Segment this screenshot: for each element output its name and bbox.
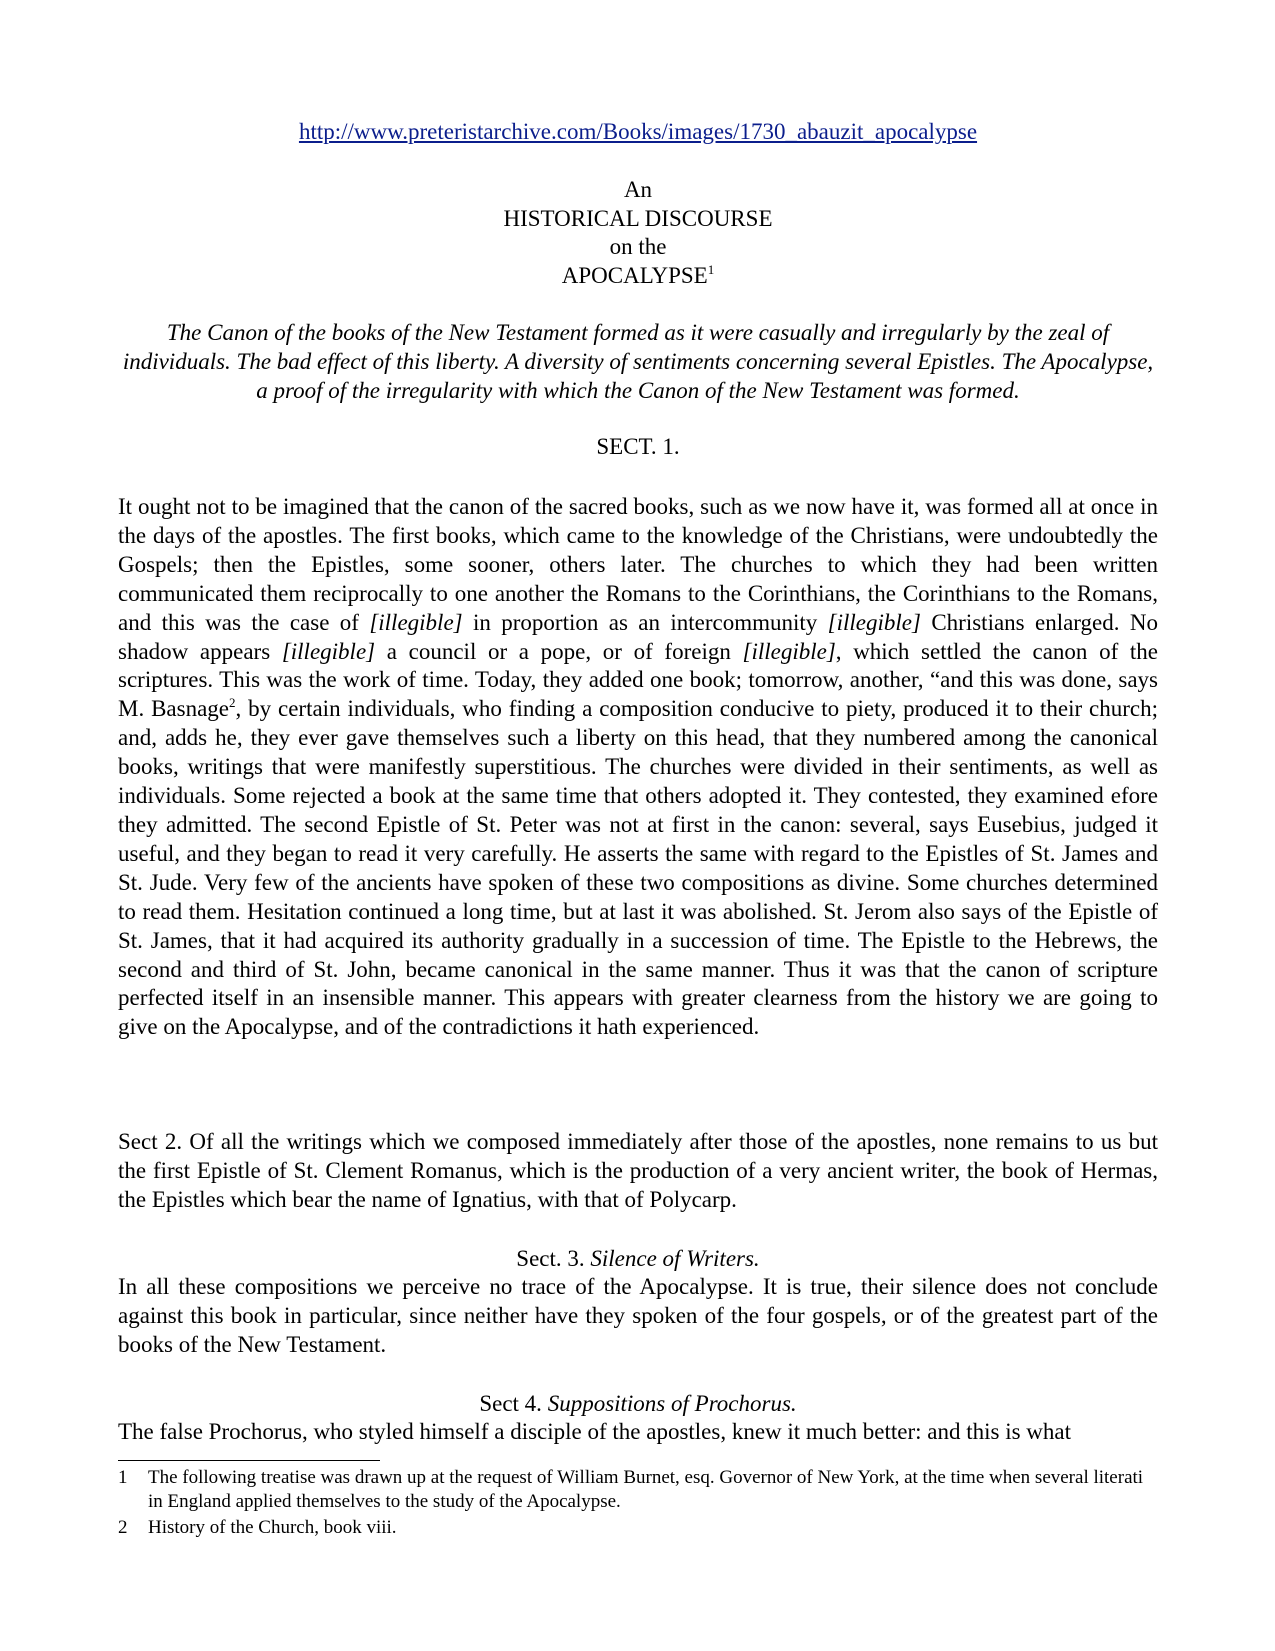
- illegible-marker: [illegible]: [742, 638, 836, 664]
- title-line-an: An: [623, 177, 653, 202]
- section-4-heading-number: Sect 4.: [479, 1391, 548, 1416]
- footnotes: [118, 1466, 1158, 1540]
- footnote-text: The following treatise was drawn up at the request of William Burnet, esq. Governor of New York, at the time when several literati in England applied themselves to the study of the Apocalypse.: [148, 1467, 1144, 1512]
- footnote-item: [118, 1516, 1158, 1540]
- section-4-heading-title: Suppositions of Prochorus.: [547, 1391, 797, 1416]
- footnote-separator: [118, 1460, 380, 1461]
- footnote-item: [118, 1466, 1158, 1514]
- footnote-ref-2: 2: [229, 695, 236, 711]
- summary-abstract: The Canon of the books of the New Testament formed as it were casually and irregularly by the zeal of individuals. The bad effect of this liberty. A diversity of sentiments concerning several Epistles. The Apocalypse, a proof of the irregularity with which the Canon of the New Testament was formed.: [122, 320, 1154, 403]
- title-apocalypse-text: APOCALYPSE: [561, 262, 708, 288]
- p1-text-f: , by certain individuals, who finding a composition conducive to piety, produced it to their church; and, adds he, they ever gave themselves such a liberty on this head, that they numbered among the canonical books, writings that were manifestly superstitious. The churches were divided in their sentiments, as well as individuals. Some rejected a book at the same time that others adopted it. They contested, they examined efore they admitted. The second Epistle of St. Peter was not at first in the canon: several, says Eusebius, judged it useful, and they began to read it very carefully. He asserts the same with regard to the Epistles of St. James and St. Jude. Very few of the ancients have spoken of these two compositions as divine. Some churches determined to read them. Hesitation continued a long time, but at last it was abolished. St. Jerom also says of the Epistle of St. James, that it had acquired its authority gradually in a succession of time. The Epistle to the Hebrews, the second and third of St. John, became canonical in the same manner. Thus it was that the canon of scripture perfected itself in an insensible manner. This appears with greater clearness from the history we are going to give on the Apocalypse, and of the contradictions it hath experienced.: [118, 696, 1158, 1040]
- title-line-on-the: on the: [609, 234, 667, 259]
- p1-text-b: in proportion as an intercommunity: [462, 609, 828, 635]
- footnote-number: 1: [118, 1467, 128, 1488]
- illegible-marker: [illegible]: [827, 609, 921, 635]
- source-url-link[interactable]: http://www.preteristarchive.com/Books/images/1730_abauzit_apocalypse: [298, 119, 978, 144]
- p1-text-e: , which settled the canon of the scriptures. This was the work of time. Today, they added one book; tomorrow, another, “and this was done, says M. Basnage: [118, 638, 1158, 722]
- footnote-number: 2: [118, 1517, 128, 1538]
- section-4-paragraph: The false Prochorus, who styled himself a disciple of the apostles, knew it much better: and this is what: [118, 1419, 1072, 1444]
- p1-text-c: Christians enlarged. No shadow appears: [118, 609, 1158, 664]
- footnote-text: History of the Church, book viii.: [148, 1517, 397, 1538]
- document-title: [118, 176, 1158, 290]
- section-1-heading: SECT. 1.: [596, 434, 680, 459]
- footnote-ref-1: 1: [707, 261, 715, 277]
- title-line-apocalypse: [118, 262, 1158, 291]
- section-3-heading: [118, 1244, 1158, 1273]
- p1-text-d: a council or a pope, or of foreign: [375, 638, 743, 664]
- section-3-heading-number: Sect. 3.: [516, 1246, 591, 1271]
- section-2-paragraph: Sect 2. Of all the writings which we composed immediately after those of the apostles, none remains to us but the first Epistle of St. Clement Romanus, which is the production of a very ancient writer, the book of Hermas, the Epistles which bear the name of Ignatius, with that of Polycarp.: [118, 1129, 1158, 1212]
- section-1-paragraph: [118, 493, 1158, 1042]
- section-4-heading: [118, 1389, 1158, 1418]
- illegible-marker: [illegible]: [369, 609, 463, 635]
- source-url: [118, 118, 1158, 146]
- section-3-heading-title: Silence of Writers.: [590, 1246, 760, 1271]
- p1-text-a: It ought not to be imagined that the canon of the sacred books, such as we now have it, was formed all at once in the days of the apostles. The first books, which came to the knowledge of the Christians, were undoubtedly the Gospels; then the Epistles, some sooner, others later. The churches to which they had been written communicated them reciprocally to one another the Romans to the Corinthians, the Corinthians to the Romans, and this was the case of: [118, 494, 1158, 635]
- title-line-historical-discourse: HISTORICAL DISCOURSE: [503, 205, 773, 231]
- section-3-paragraph: In all these compositions we perceive no trace of the Apocalypse. It is true, their silence does not conclude against this book in particular, since neither have they spoken of the four gospels, or of the greatest part of the books of the New Testament.: [118, 1274, 1158, 1357]
- illegible-marker: [illegible]: [281, 638, 376, 664]
